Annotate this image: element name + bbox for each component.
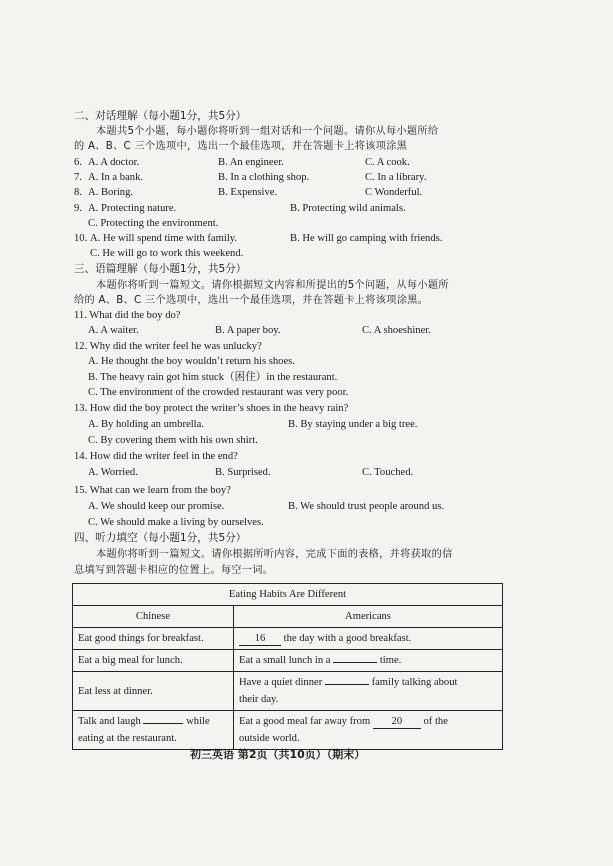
- section4-instruction-2: 息填写到答题卡相应的位置上。每空一词。: [74, 565, 274, 576]
- section3-heading: 三、语篇理解（每小题1分，共5分）: [74, 263, 247, 275]
- q14-option-b: B. Surprised.: [215, 467, 271, 478]
- q11-question: 11. What did the boy do?: [74, 310, 181, 321]
- q10-number: 10.: [74, 233, 88, 244]
- row2-americans-post: time.: [379, 655, 402, 666]
- blank-20[interactable]: 20: [373, 715, 421, 729]
- row3-chinese: Eat less at dinner.: [73, 672, 234, 711]
- q15-option-b: B. We should trust people around us.: [288, 501, 445, 512]
- table-row: [73, 672, 503, 711]
- q11-option-c: C. A shoeshiner.: [362, 325, 431, 336]
- q12-option-c: C. The environment of the crowded restaurant was very poor.: [88, 387, 349, 398]
- q13-option-b: B. By staying under a big tree.: [288, 419, 418, 430]
- q7-option-c: C. In a library.: [365, 172, 427, 183]
- row1-chinese: Eat good things for breakfast.: [73, 628, 234, 650]
- row4-americans-pre: Eat a good meal far away from: [239, 716, 371, 727]
- q9-option-c: C. Protecting the environment.: [88, 218, 219, 229]
- row4-chinese: [73, 711, 234, 750]
- q7-option-a: A. In a bank.: [88, 172, 144, 183]
- blank-16[interactable]: 16: [239, 632, 281, 646]
- q6-number: 6.: [74, 157, 82, 168]
- q13-option-a: A. By holding an umbrella.: [88, 419, 204, 430]
- row1-americans: [234, 628, 503, 650]
- q12-option-b: B. The heavy rain got him stuck（困住）in the restaurant.: [88, 372, 338, 383]
- row3-americans-pre: Have a quiet dinner: [239, 677, 323, 688]
- q14-question: 14. How did the writer feel in the end?: [74, 451, 238, 462]
- q15-option-a: A. We should keep our promise.: [88, 501, 225, 512]
- q12-option-a: A. He thought the boy wouldn’t return his shoes.: [88, 356, 295, 367]
- section3-instruction-1: 本题你将听到一篇短文。请你根据短文内容和所提出的5个问题，从每小题所: [96, 280, 449, 291]
- page-footer: 初三英语 第2页（共10页）（期末）: [190, 748, 366, 761]
- row3-americans: [234, 672, 503, 711]
- row2-chinese: Eat a big meal for lunch.: [73, 650, 234, 672]
- q6-option-a: A. A doctor.: [88, 157, 140, 168]
- q6-option-b: B. An engineer.: [218, 157, 284, 168]
- section4-instruction-1: 本题你将听到一篇短文。请你根据所听内容，完成下面的表格，并将获取的信: [96, 549, 453, 560]
- q15-question: 15. What can we learn from the boy?: [74, 485, 231, 496]
- row1-americans-text: the day with a good breakfast.: [283, 633, 412, 644]
- row3-americans-line2: their day.: [239, 694, 279, 705]
- row3-americans-post: family talking about: [371, 677, 458, 688]
- column-header-chinese: Chinese: [73, 606, 234, 628]
- q10-option-b: B. He will go camping with friends.: [290, 233, 443, 244]
- section4-heading: 四、听力填空（每小题1分，共5分）: [74, 532, 247, 544]
- q9-option-a: A. Protecting nature.: [88, 203, 177, 214]
- table-row: [73, 628, 503, 650]
- q7-number: 7.: [74, 172, 82, 183]
- q14-option-a: A. Worried.: [88, 467, 138, 478]
- row4-americans-line2: outside world.: [239, 733, 300, 744]
- table-row: [73, 711, 503, 750]
- q13-question: 13. How did the boy protect the writer’s shoes in the heavy rain?: [74, 403, 349, 414]
- q11-option-b: B. A paper boy.: [215, 325, 281, 336]
- row4-chinese-pre: Talk and laugh: [78, 716, 141, 727]
- q10-option-c: C. He will go to work this weekend.: [90, 248, 244, 259]
- blank-17[interactable]: [333, 662, 377, 663]
- section2-instruction-1: 本题共5个小题，每小题你将听到一组对话和一个问题。请你从每小题所给: [96, 126, 439, 137]
- row2-americans-pre: Eat a small lunch in a: [239, 655, 331, 666]
- q8-option-a: A. Boring.: [88, 187, 134, 198]
- column-header-americans: Americans: [234, 606, 503, 628]
- section2-instruction-2: 的 A、B、C 三个选项中，选出一个最佳选项，并在答题卡上将该项涂黑: [74, 141, 408, 152]
- eating-habits-table: [72, 583, 503, 750]
- row2-americans: [234, 650, 503, 672]
- q14-option-c: C. Touched.: [362, 467, 414, 478]
- section3-instruction-2: 给的 A、B、C 三个选项中，选出一个最佳选项，并在答题卡上将该项涂黑。: [74, 295, 429, 306]
- q6-option-c: C. A cook.: [365, 157, 410, 168]
- q7-option-b: B. In a clothing shop.: [218, 172, 310, 183]
- q8-option-b: B. Expensive.: [218, 187, 278, 198]
- q13-option-c: C. By covering them with his own shirt.: [88, 435, 258, 446]
- table-row: [73, 650, 503, 672]
- row4-americans: [234, 711, 503, 750]
- blank-18[interactable]: [325, 684, 369, 685]
- table-title: Eating Habits Are Different: [73, 584, 503, 606]
- q12-question: 12. Why did the writer feel he was unlucky?: [74, 341, 262, 352]
- row4-americans-post: of the: [423, 716, 448, 727]
- q9-number: 9.: [74, 203, 82, 214]
- q8-option-c: C Wonderful.: [365, 187, 423, 198]
- q8-number: 8.: [74, 187, 82, 198]
- q11-option-a: A. A waiter.: [88, 325, 139, 336]
- q15-option-c: C. We should make a living by ourselves.: [88, 517, 264, 528]
- q9-option-b: B. Protecting wild animals.: [290, 203, 406, 214]
- section2-heading: 二、对话理解（每小题1分，共5分）: [74, 110, 247, 122]
- q10-option-a: A. He will spend time with family.: [90, 233, 238, 244]
- row4-chinese-post: while: [186, 716, 210, 727]
- blank-19[interactable]: [143, 723, 183, 724]
- row4-chinese-line2: eating at the restaurant.: [78, 733, 177, 744]
